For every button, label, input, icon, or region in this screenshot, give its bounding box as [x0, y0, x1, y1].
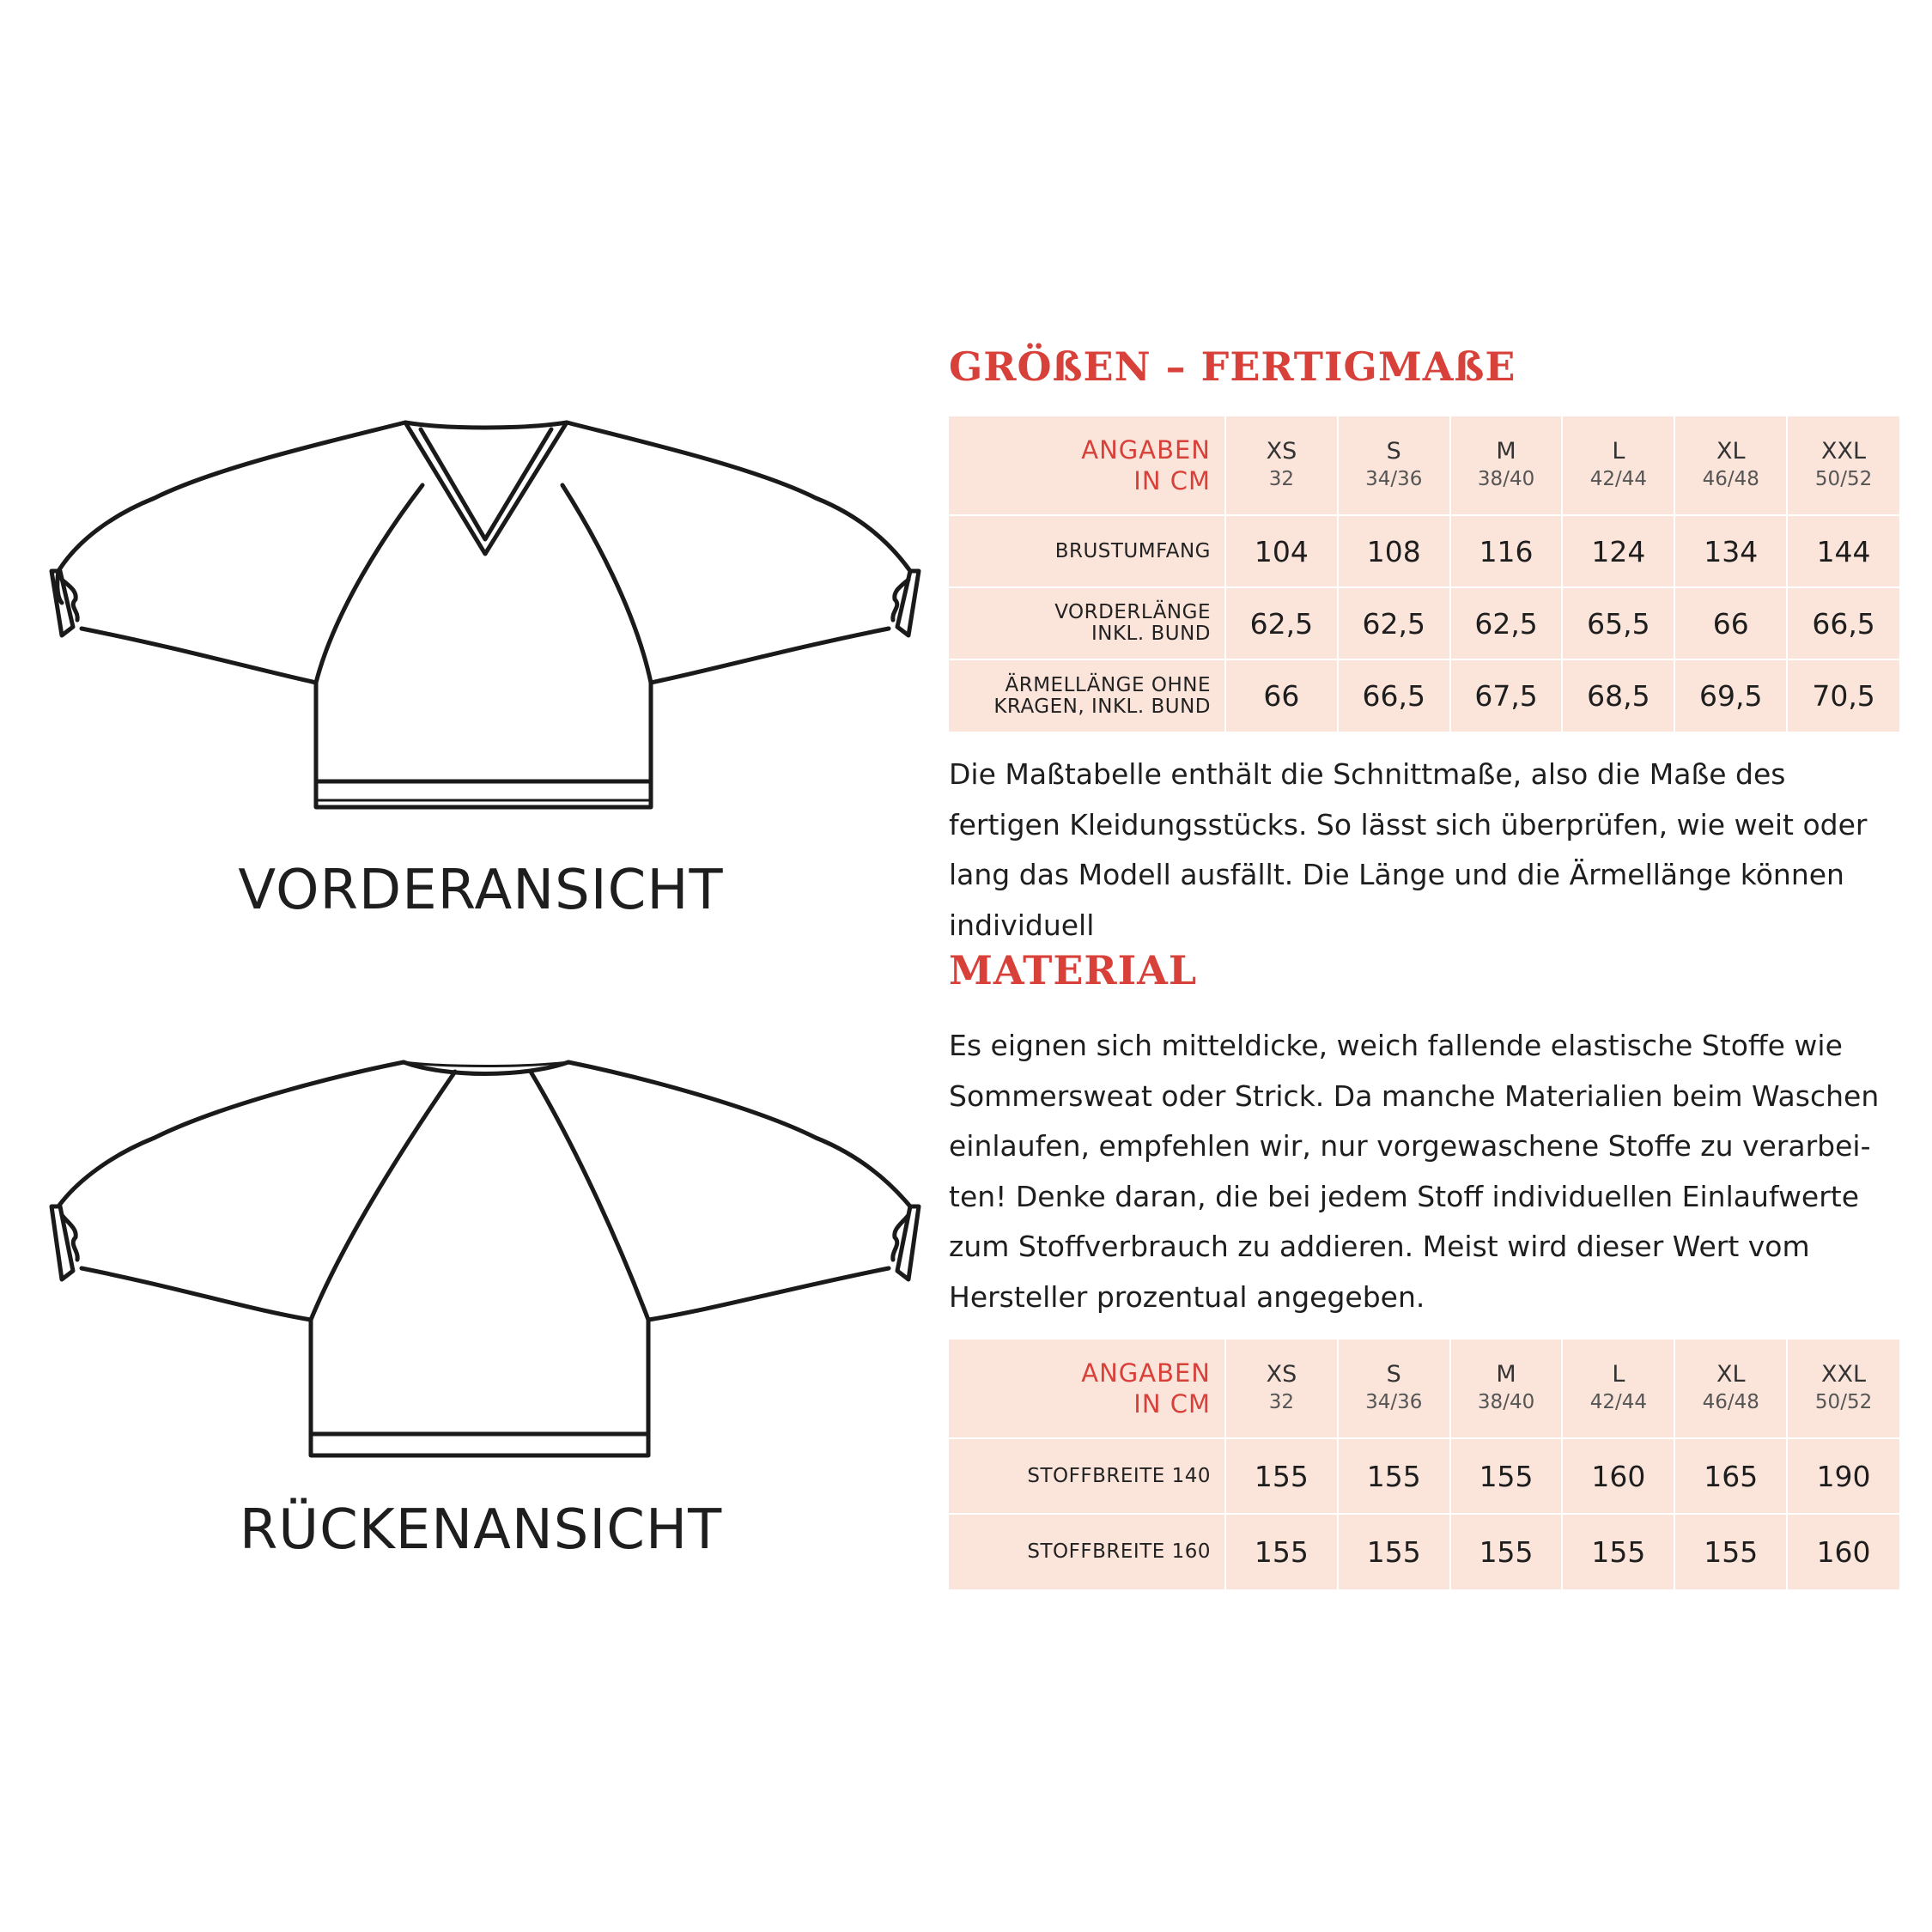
size-name: XXL	[1821, 1361, 1867, 1388]
size-number: 32	[1268, 1391, 1295, 1413]
table-cell: 65,5	[1562, 587, 1674, 659]
size-name: XL	[1716, 1361, 1746, 1388]
table-cell: 68,5	[1562, 659, 1674, 732]
row-label	[949, 515, 1225, 587]
table-cell: 155	[1225, 1438, 1338, 1514]
size-header-m	[1450, 1340, 1563, 1438]
header-label-line: IN CM	[1133, 1389, 1211, 1419]
row-label	[949, 587, 1225, 659]
front-view-sketch	[43, 404, 927, 816]
table-cell: 155	[1450, 1438, 1563, 1514]
table-cell: 155	[1338, 1438, 1450, 1514]
table-cell: 155	[1225, 1514, 1338, 1589]
table-cell: 69,5	[1674, 659, 1787, 732]
header-label-cell	[949, 416, 1225, 515]
size-name: S	[1386, 438, 1401, 465]
header-label-line: IN CM	[1133, 466, 1211, 495]
size-number: 50/52	[1814, 1391, 1873, 1413]
back-view-label: RÜCKENANSICHT	[239, 1498, 723, 1562]
size-name: L	[1612, 1361, 1625, 1388]
table-cell: 108	[1338, 515, 1450, 587]
table-header-row	[949, 416, 1899, 515]
table-cell: 116	[1450, 515, 1563, 587]
size-name: XXL	[1821, 438, 1867, 465]
size-number: 50/52	[1814, 468, 1873, 490]
sweater-back-illustration	[43, 1043, 927, 1464]
table-row	[949, 1438, 1899, 1514]
table-cell: 124	[1562, 515, 1674, 587]
sizes-description: Die Maßtabelle enthält die Schnittmaße, also die Maße des fertigen Kleidungsstücks. So lässt sich überprüfen, wie weit oder lang das Modell ausfällt. Die Länge und die Ärmellänge können individuell	[949, 757, 1868, 942]
table-cell: 62,5	[1338, 587, 1450, 659]
table-cell: 67,5	[1450, 659, 1563, 732]
size-name: M	[1496, 1361, 1516, 1388]
size-number: 46/48	[1702, 1391, 1759, 1413]
table-cell: 104	[1225, 515, 1338, 587]
row-label-line: KRAGEN, INKL. BUND	[993, 695, 1211, 718]
size-number: 42/44	[1589, 1391, 1648, 1413]
table-row	[949, 1514, 1899, 1589]
size-name: M	[1496, 438, 1516, 465]
size-name: S	[1386, 1361, 1401, 1388]
row-label	[949, 659, 1225, 732]
finished-measurements-table	[949, 416, 1899, 732]
row-label-line: VORDERLÄNGE	[1054, 601, 1211, 623]
size-header-l	[1562, 416, 1674, 515]
row-label	[949, 1514, 1225, 1589]
size-header-xl	[1674, 416, 1787, 515]
table-cell: 190	[1787, 1438, 1899, 1514]
size-header-xxl	[1787, 1340, 1899, 1438]
row-label-line: INKL. BUND	[1091, 623, 1211, 645]
material-description: Es eignen sich mitteldicke, weich fallende elastische Stoffe wie Sommersweat oder Strick. Da manche Materialien beim Waschen einlaufen, empfehlen wir, nur vorgewaschene Stoffe zu verarbei-ten! Denke daran, die bei jedem Stoff individuellen Einlaufwerte zum Stoffverbrauch zu addieren. Meist wird dieser Wert vom Hersteller prozentual angegeben.	[949, 1029, 1880, 1314]
table-cell: 62,5	[1225, 587, 1338, 659]
size-number: 38/40	[1477, 468, 1535, 490]
size-name: XS	[1266, 1361, 1297, 1388]
row-label-line: STOFFBREITE 140	[1027, 1464, 1211, 1487]
size-header-xs	[1225, 1340, 1338, 1438]
sweater-front-illustration	[43, 404, 927, 816]
table-cell: 70,5	[1812, 679, 1875, 713]
size-number: 34/36	[1365, 468, 1423, 490]
front-view-label: VORDERANSICHT	[238, 859, 724, 922]
size-header-xs	[1225, 416, 1338, 515]
header-label-line: ANGABEN	[1081, 1358, 1211, 1388]
row-label-line: ÄRMELLÄNGE OHNE	[1005, 673, 1211, 696]
size-header-xl	[1674, 1340, 1787, 1438]
table-cell: 155	[1562, 1514, 1674, 1589]
size-header-s	[1338, 416, 1450, 515]
size-number: 34/36	[1365, 1391, 1423, 1413]
size-number: 42/44	[1589, 468, 1648, 490]
back-view-sketch	[43, 1043, 927, 1464]
table-cell: 155	[1450, 1514, 1563, 1589]
table-cell: 62,5	[1450, 587, 1563, 659]
size-header-s	[1338, 1340, 1450, 1438]
size-name: XS	[1266, 438, 1297, 465]
table-cell: 165	[1674, 1438, 1787, 1514]
fabric-requirements-table	[949, 1340, 1899, 1589]
sizes-heading: GRÖßEN – FERTIGMAßE	[949, 343, 1516, 390]
table-cell: 66	[1225, 659, 1338, 732]
table-row	[949, 659, 1899, 732]
size-name: XL	[1716, 438, 1746, 465]
row-label	[949, 1438, 1225, 1514]
table-cell: 160	[1562, 1438, 1674, 1514]
table-cell: 66,5	[1338, 659, 1450, 732]
size-number: 32	[1268, 468, 1295, 490]
table-cell: 134	[1674, 515, 1787, 587]
table-cell: 160	[1816, 1535, 1871, 1569]
material-heading: MATERIAL	[949, 947, 1198, 993]
table-header-row	[949, 1340, 1899, 1438]
size-number: 46/48	[1702, 468, 1759, 490]
table-cell: 155	[1338, 1514, 1450, 1589]
table-cell: 66	[1674, 587, 1787, 659]
row-label-line: STOFFBREITE 160	[1027, 1540, 1211, 1563]
size-header-m	[1450, 416, 1563, 515]
header-label-cell	[949, 1340, 1225, 1438]
size-header-l	[1562, 1340, 1674, 1438]
table-row	[949, 587, 1899, 659]
table-cell: 155	[1674, 1514, 1787, 1589]
size-number: 38/40	[1477, 1391, 1535, 1413]
size-name: L	[1612, 438, 1625, 465]
table-cell: 66,5	[1787, 587, 1899, 659]
header-label-line: ANGABEN	[1081, 435, 1211, 465]
size-header-xxl	[1787, 416, 1899, 515]
row-label-line: BRUSTUMFANG	[1054, 539, 1211, 562]
table-row	[949, 515, 1899, 587]
table-cell: 144	[1787, 515, 1899, 587]
